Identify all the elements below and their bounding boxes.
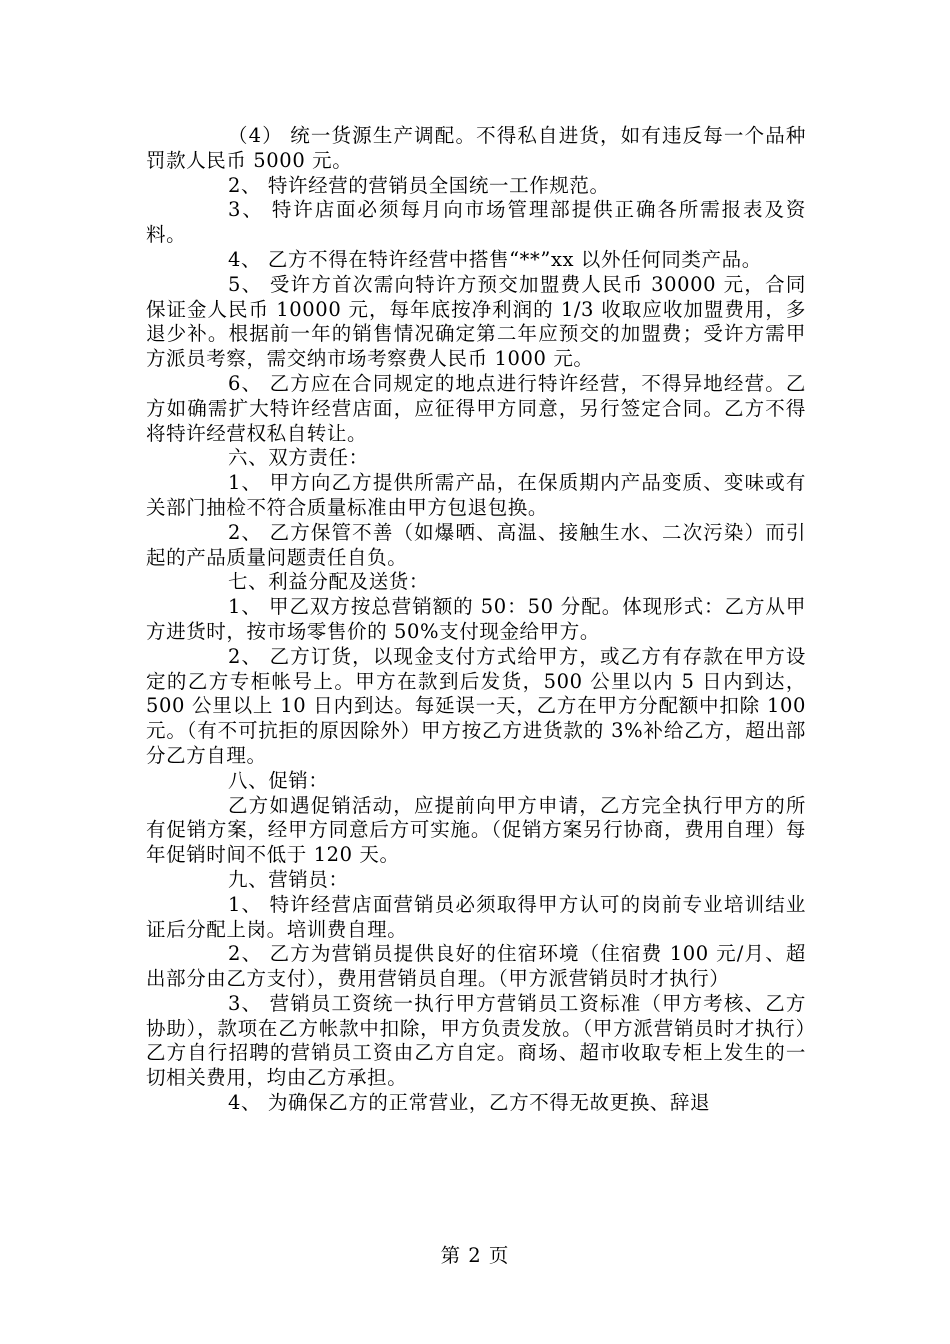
section-heading-6: 六、双方责任： <box>228 446 369 470</box>
paragraph-6: 6、 乙方应在合同规定的地点进行特许经营，不得异地经营。乙方如确需扩大特许经营店面，应征得甲方同意，另行签定合同。乙方不得将特许经营权私自转让。 <box>146 371 806 445</box>
document-body <box>146 124 806 1116</box>
paragraph-12: 1、 特许经营店面营销员必须取得甲方认可的岗前专业培训结业证后分配上岗。培训费自理。 <box>146 892 806 941</box>
section-heading-7: 七、利益分配及送货： <box>228 570 430 594</box>
paragraph-1: （4） 统一货源生产调配。不得私自进货，如有违反每一个品种罚款人民币 5000 元。 <box>146 124 806 172</box>
page-number-footer: 第 2 页 <box>440 1244 510 1267</box>
section-heading-9: 九、营销员： <box>228 867 349 891</box>
paragraph-13: 2、 乙方为营销员提供良好的住宿环境（住宿费 100 元/月、超出部分由乙方支付），费用营销员自理。（甲方派营销员时才执行） <box>146 942 806 991</box>
paragraph-15: 4、 为确保乙方的正常营业，乙方不得无故更换、辞退 <box>228 1091 711 1115</box>
paragraph-10: 2、 乙方订货，以现金支付方式给甲方，或乙方有存款在甲方设定的乙方专柜帐号上。甲方在款到后发货，500 公里以内 5 日内到达，500 公里以上 10 日内到达。每延误一天，乙方在甲方分配额中扣除 100 元。（有不可抗拒的原因除外）甲方按乙方进货款的 3%补给乙方，超出部分乙方自理。 <box>146 644 806 767</box>
section-heading-8: 八、促销： <box>228 768 329 792</box>
paragraph-2: 2、 特许经营的营销员全国统一工作规范。 <box>228 173 610 197</box>
paragraph-8: 2、 乙方保管不善（如爆晒、高温、接触生水、二次污染）而引起的产品质量问题责任自负。 <box>146 520 806 569</box>
paragraph-3: 3、 特许店面必须每月向市场管理部提供正确各所需报表及资料。 <box>146 198 806 247</box>
paragraph-11: 乙方如遇促销活动，应提前向甲方申请，乙方完全执行甲方的所有促销方案，经甲方同意后方可实施。（促销方案另行协商，费用自理）每年促销时间不低于 120 天。 <box>146 793 806 867</box>
paragraph-4: 4、 乙方不得在特许经营中搭售“**”xx 以外任何同类产品。 <box>228 247 762 271</box>
paragraph-14: 3、 营销员工资统一执行甲方营销员工资标准（甲方考核、乙方协助），款项在乙方帐款中扣除，甲方负责发放。（甲方派营销员时才执行）乙方自行招聘的营销员工资由乙方自定。商场、超市收取专柜上发生的一切相关费用，均由乙方承担。 <box>146 991 806 1090</box>
paragraph-5: 5、 受许方首次需向特许方预交加盟费人民币 30000 元，合同保证金人民币 10000 元，每年底按净利润的 1/3 收取应收加盟费用，多退少补。根据前一年的销售情况确定第二年应预交的加盟费；受许方需甲方派员考察，需交纳市场考察费人民币 1000 元。 <box>146 272 806 371</box>
paragraph-9: 1、 甲乙双方按总营销额的 50：50 分配。体现形式：乙方从甲方进货时，按市场零售价的 50%支付现金给甲方。 <box>146 595 806 643</box>
paragraph-7: 1、 甲方向乙方提供所需产品，在保质期内产品变质、变味或有关部门抽检不符合质量标准由甲方包退包换。 <box>146 471 806 519</box>
